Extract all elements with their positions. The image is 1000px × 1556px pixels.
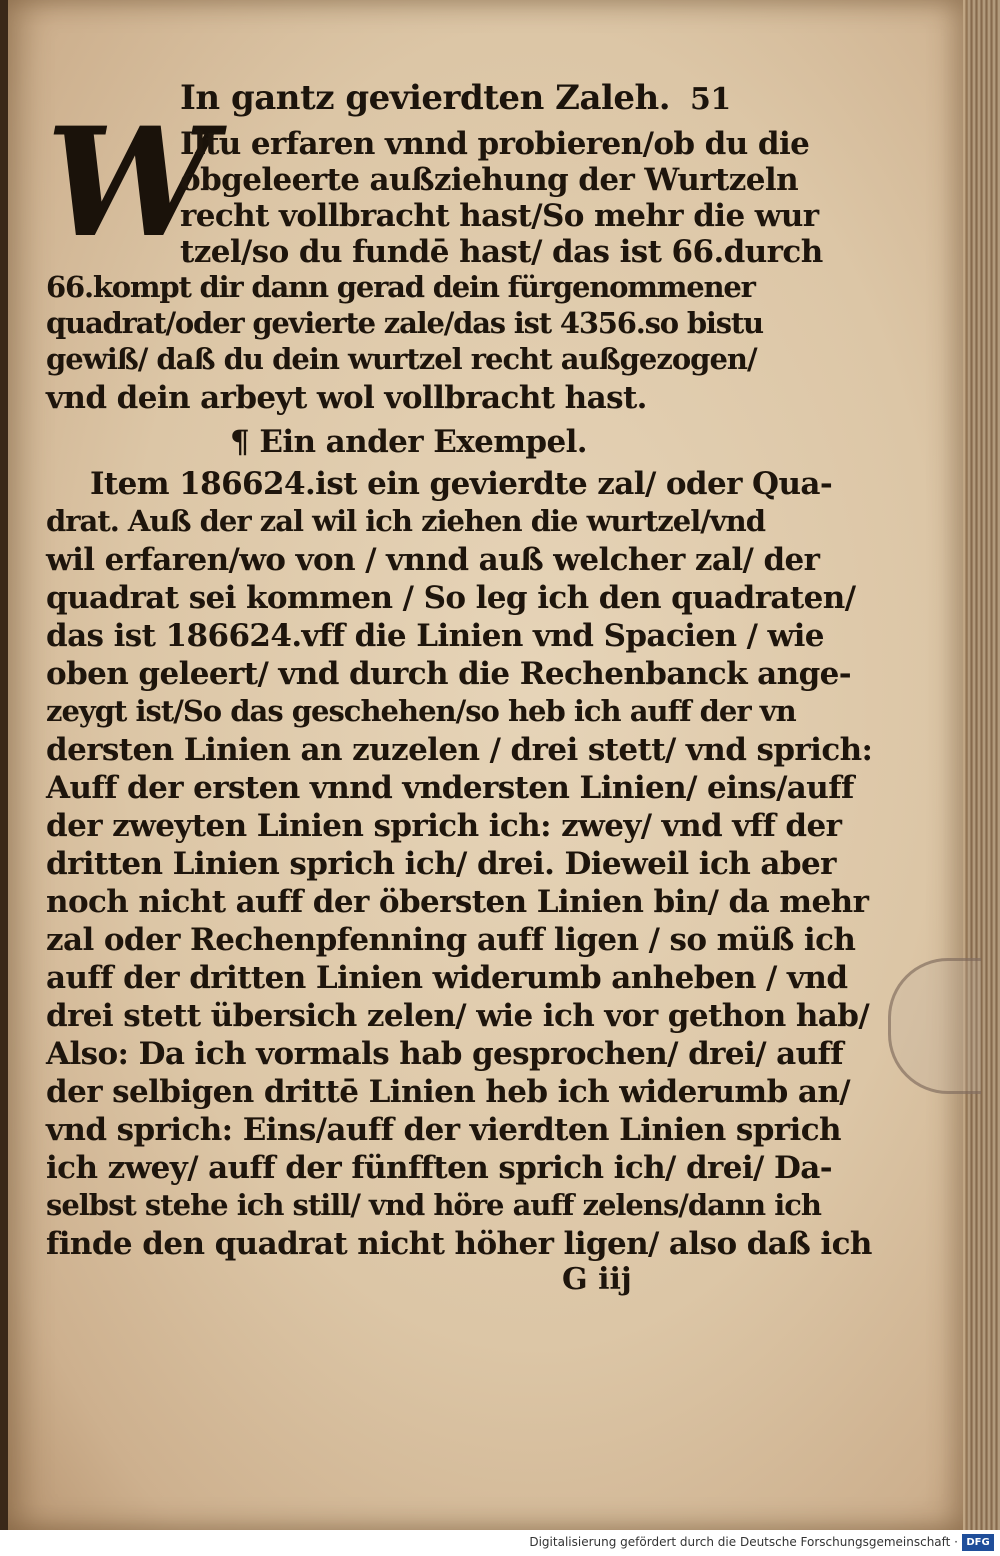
decorated-initial: W xyxy=(46,95,215,271)
text-line: der zweyten Linien sprich ich: zwey/ vnd vff der xyxy=(46,808,842,844)
text-line: finde den quadrat nicht höher ligen/ also daß ich xyxy=(46,1226,872,1262)
text-line: drat. Auß der zal wil ich ziehen die wurtzel/vnd xyxy=(46,504,766,538)
text-line: auff der dritten Linien widerumb anheben / vnd xyxy=(46,960,848,996)
text-line: 66.kompt dir dann gerad dein fürgenommener xyxy=(46,270,755,304)
text-line: zeygt ist/So das geschehen/so heb ich auff der vn xyxy=(46,694,796,728)
text-line: dersten Linien an zuzelen / drei stett/ vnd sprich: xyxy=(46,732,873,768)
section-heading: ¶ Ein ander Exempel. xyxy=(230,424,588,460)
text-line: Also: Da ich vormals hab gesprochen/ drei/ auff xyxy=(46,1036,844,1072)
header-title: In gantz gevierdten Zaleh. xyxy=(180,78,671,118)
text-line: recht vollbracht hast/So mehr die wur xyxy=(180,198,819,234)
text-line: obgeleerte außziehung der Wurtzeln xyxy=(180,162,799,198)
text-line: Auff der ersten vnnd vndersten Linien/ eins/auff xyxy=(46,770,854,806)
text-line: noch nicht auff der öbersten Linien bin/ da mehr xyxy=(46,884,869,920)
text-line: wil erfaren/wo von / vnnd auß welcher zal/ der xyxy=(46,542,820,578)
footer-bar xyxy=(0,1530,1000,1556)
text-line: gewiß/ daß du dein wurtzel recht außgezogen/ xyxy=(46,342,757,376)
page-edges xyxy=(963,0,1000,1530)
text-line: vnd dein arbeyt wol vollbracht hast. xyxy=(46,380,647,416)
text-line: oben geleert/ vnd durch die Rechenbanck ange- xyxy=(46,656,852,692)
text-line: der selbigen drittē Linien heb ich widerumb an/ xyxy=(46,1074,851,1110)
dfg-logo: DFG xyxy=(962,1534,994,1551)
page-clip xyxy=(888,958,981,1094)
text-line: tzel/so du fundē hast/ das ist 66.durch xyxy=(180,234,823,270)
running-header xyxy=(180,78,740,130)
text-line: das ist 186624.vff die Linien vnd Spacien / wie xyxy=(46,618,824,654)
text-line: selbst stehe ich still/ vnd höre auff zelens/dann ich xyxy=(46,1188,821,1222)
signature-mark: G iij xyxy=(562,1262,632,1297)
text-line: zal oder Rechenpfenning auff ligen / so müß ich xyxy=(46,922,856,958)
text-line: vnd sprich: Eins/auff der vierdten Linien sprich xyxy=(46,1112,841,1148)
funding-credit: Digitalisierung gefördert durch die Deutsche Forschungsgemeinschaft · xyxy=(529,1535,958,1549)
text-line: ich zwey/ auff der fünfften sprich ich/ drei/ Da- xyxy=(46,1150,833,1186)
text-line: Item 186624.ist ein gevierdte zal/ oder Qua- xyxy=(90,466,833,502)
text-line: drei stett übersich zelen/ wie ich vor gethon hab/ xyxy=(46,998,870,1034)
text-line: Iltu erfaren vnnd probieren/ob du die xyxy=(180,126,810,162)
page-number: 51 xyxy=(690,82,731,117)
text-line: dritten Linien sprich ich/ drei. Dieweil ich aber xyxy=(46,846,836,882)
text-line: quadrat sei kommen / So leg ich den quadraten/ xyxy=(46,580,856,616)
text-line: quadrat/oder gevierte zale/das ist 4356.so bistu xyxy=(46,306,763,340)
